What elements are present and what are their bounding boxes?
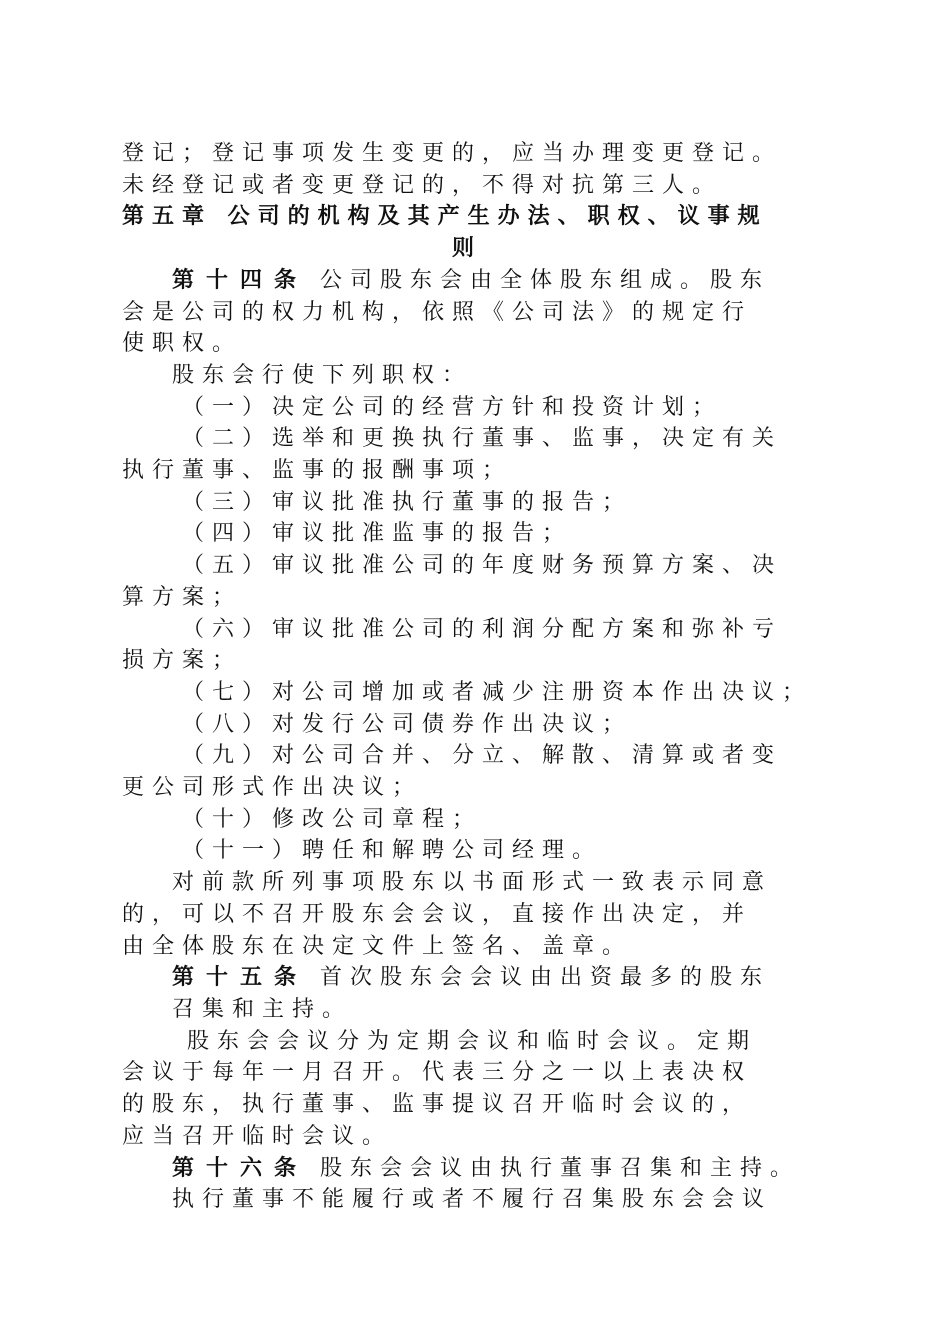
article-16-line bbox=[122, 1153, 822, 1185]
article-14-line bbox=[122, 265, 822, 297]
article-14-label: 第十四条 bbox=[172, 266, 309, 293]
text-line: 的，可以不召开股东会会议，直接作出决定，并 bbox=[122, 901, 753, 927]
article-14-text: 公司股东会由全体股东组成。股东 bbox=[320, 267, 771, 293]
power-item-continued: 损方案； bbox=[122, 648, 243, 674]
text-line: 应当召开临时会议。 bbox=[122, 1123, 393, 1149]
power-item-continued: 算方案； bbox=[122, 584, 243, 610]
text-line: 股东会会议分为定期会议和临时会议。定期 bbox=[187, 1028, 758, 1054]
text-line: 使职权。 bbox=[122, 331, 243, 357]
text-line: 由全体股东在决定文件上签名、盖章。 bbox=[122, 933, 633, 959]
power-item: （十一）聘任和解聘公司经理。 bbox=[182, 838, 603, 864]
text-line: 召集和主持。 bbox=[172, 996, 353, 1022]
power-item: （七）对公司增加或者减少注册资本作出决议； bbox=[182, 679, 813, 705]
document-page bbox=[122, 138, 822, 1216]
power-item: （三）审议批准执行董事的报告； bbox=[182, 489, 633, 515]
power-item: （一）决定公司的经营方针和投资计划； bbox=[182, 394, 723, 420]
power-item: （四）审议批准监事的报告； bbox=[182, 521, 573, 547]
text-line: 登记；登记事项发生变更的，应当办理变更登记。 bbox=[122, 141, 783, 166]
chapter-title: 第五章 公司的机构及其产生办法、职权、议事规 bbox=[122, 203, 768, 230]
article-15-text: 首次股东会会议由出资最多的股东 bbox=[320, 965, 771, 991]
text-line: 会是公司的权力机构，依照《公司法》的规定行 bbox=[122, 299, 753, 325]
text-line: 会议于每年一月召开。代表三分之一以上表决权 bbox=[122, 1060, 753, 1086]
text-line: 未经登记或者变更登记的，不得对抗第三人。 bbox=[122, 172, 723, 198]
power-item: （十）修改公司章程； bbox=[182, 806, 483, 832]
article-15-line bbox=[122, 962, 822, 994]
chapter-title-continued: 则 bbox=[451, 235, 482, 262]
power-item: （八）对发行公司债券作出决议； bbox=[182, 711, 633, 737]
text-line: 执行董事不能履行或者不履行召集股东会会议 bbox=[172, 1187, 773, 1213]
text-line: 的股东，执行董事、监事提议召开临时会议的， bbox=[122, 1092, 753, 1118]
power-item: （九）对公司合并、分立、解散、清算或者变 bbox=[182, 743, 783, 769]
article-16-label: 第十六条 bbox=[172, 1154, 309, 1181]
power-item-continued: 更公司形式作出决议； bbox=[122, 775, 423, 801]
text-line: 对前款所列事项股东以书面形式一致表示同意 bbox=[172, 870, 773, 896]
article-16-text: 股东会会议由执行董事召集和主持。 bbox=[320, 1155, 801, 1181]
power-item-continued: 执行董事、监事的报酬事项； bbox=[122, 458, 513, 484]
powers-intro: 股东会行使下列职权： bbox=[172, 362, 473, 388]
power-item: （六）审议批准公司的利润分配方案和弥补亏 bbox=[182, 616, 783, 642]
power-item: （二）选举和更换执行董事、监事，决定有关 bbox=[182, 426, 783, 452]
article-15-label: 第十五条 bbox=[172, 964, 309, 991]
power-item: （五）审议批准公司的年度财务预算方案、决 bbox=[182, 553, 783, 579]
